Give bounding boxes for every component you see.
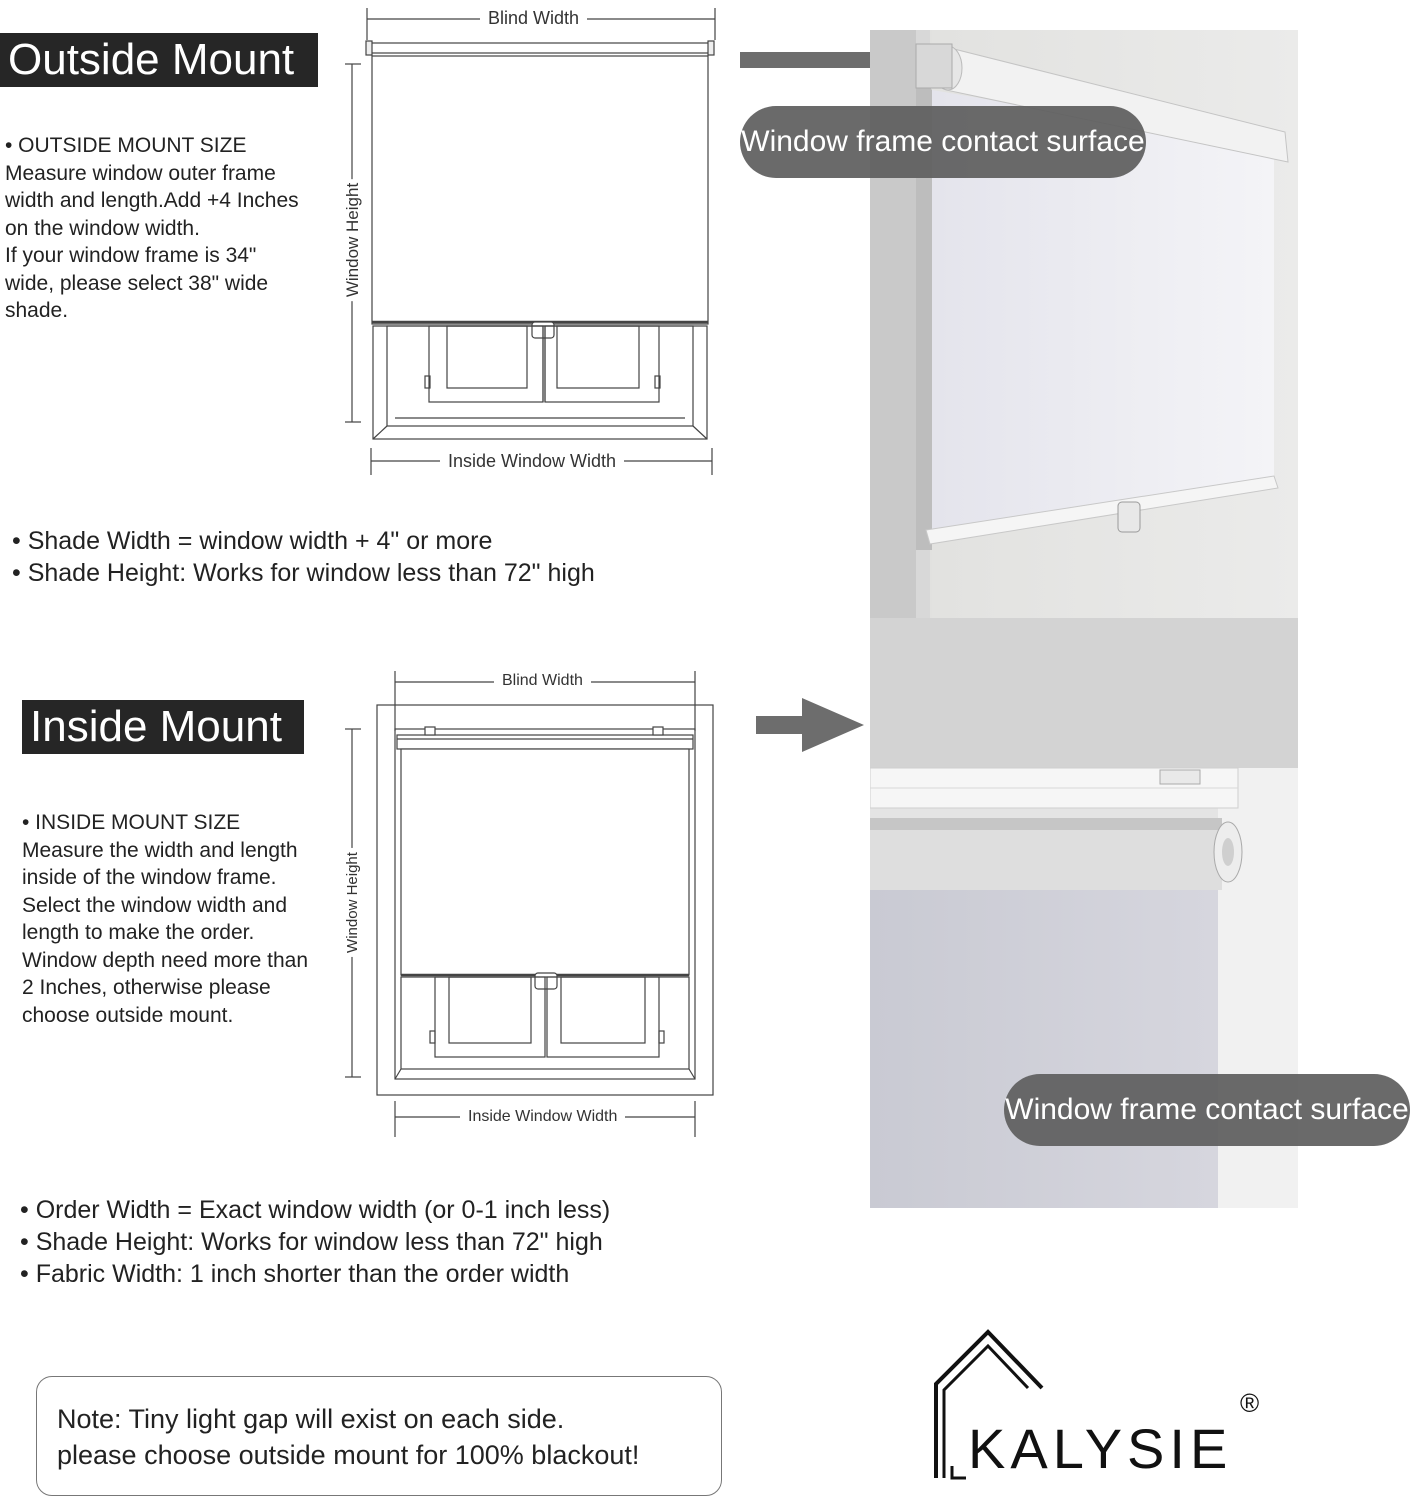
outside-mount-title: Outside Mount <box>0 33 318 87</box>
outside-mount-bullets: • Shade Width = window width + 4" or more • Shade Height: Works for window less than 72" high <box>12 527 595 587</box>
outside-inside-window-width-label: Inside Window Width <box>440 451 624 472</box>
brand-name: KALYSIE <box>968 1417 1233 1480</box>
note-box <box>36 1376 722 1496</box>
inside-mount-bullets: • Order Width = Exact window width (or 0-1 inch less) • Shade Height: Works for window less than 72" high • Fabric Width: 1 inch shorter than the order width <box>20 1196 611 1288</box>
outside-mount-size-text: • OUTSIDE MOUNT SIZE Measure window outer frame width and length.Add +4 Inches on the window width. If your window frame is 34" wide, please select 38" wide shade. <box>5 134 299 322</box>
inside-blind-width-label: Blind Width <box>494 672 591 690</box>
inside-mount-diagram <box>335 665 735 1145</box>
outside-mount-diagram <box>335 0 735 480</box>
inside-window-height-label: Window Height <box>344 848 361 957</box>
note-line: please choose outside mount for 100% blackout! <box>57 1440 640 1470</box>
registered-mark: ® <box>1240 1388 1260 1418</box>
outside-blind-width-label: Blind Width <box>480 8 587 29</box>
right-arrow-icon <box>756 698 864 752</box>
inside-contact-surface-label: Window frame contact surface <box>1004 1074 1410 1146</box>
inside-inside-window-width-label: Inside Window Width <box>460 1108 625 1126</box>
outside-contact-surface-label: Window frame contact surface <box>740 106 1146 178</box>
outside-window-height-label: Window Height <box>343 179 363 301</box>
inside-mount-title: Inside Mount <box>22 700 304 754</box>
note-line: Note: Tiny light gap will exist on each side. <box>57 1404 565 1434</box>
inside-mount-size-text: • INSIDE MOUNT SIZE Measure the width and length inside of the window frame. Select the window width and length to make the order. Window depth need more than 2 Inches, otherwise please choose outside mount. <box>22 811 309 1027</box>
